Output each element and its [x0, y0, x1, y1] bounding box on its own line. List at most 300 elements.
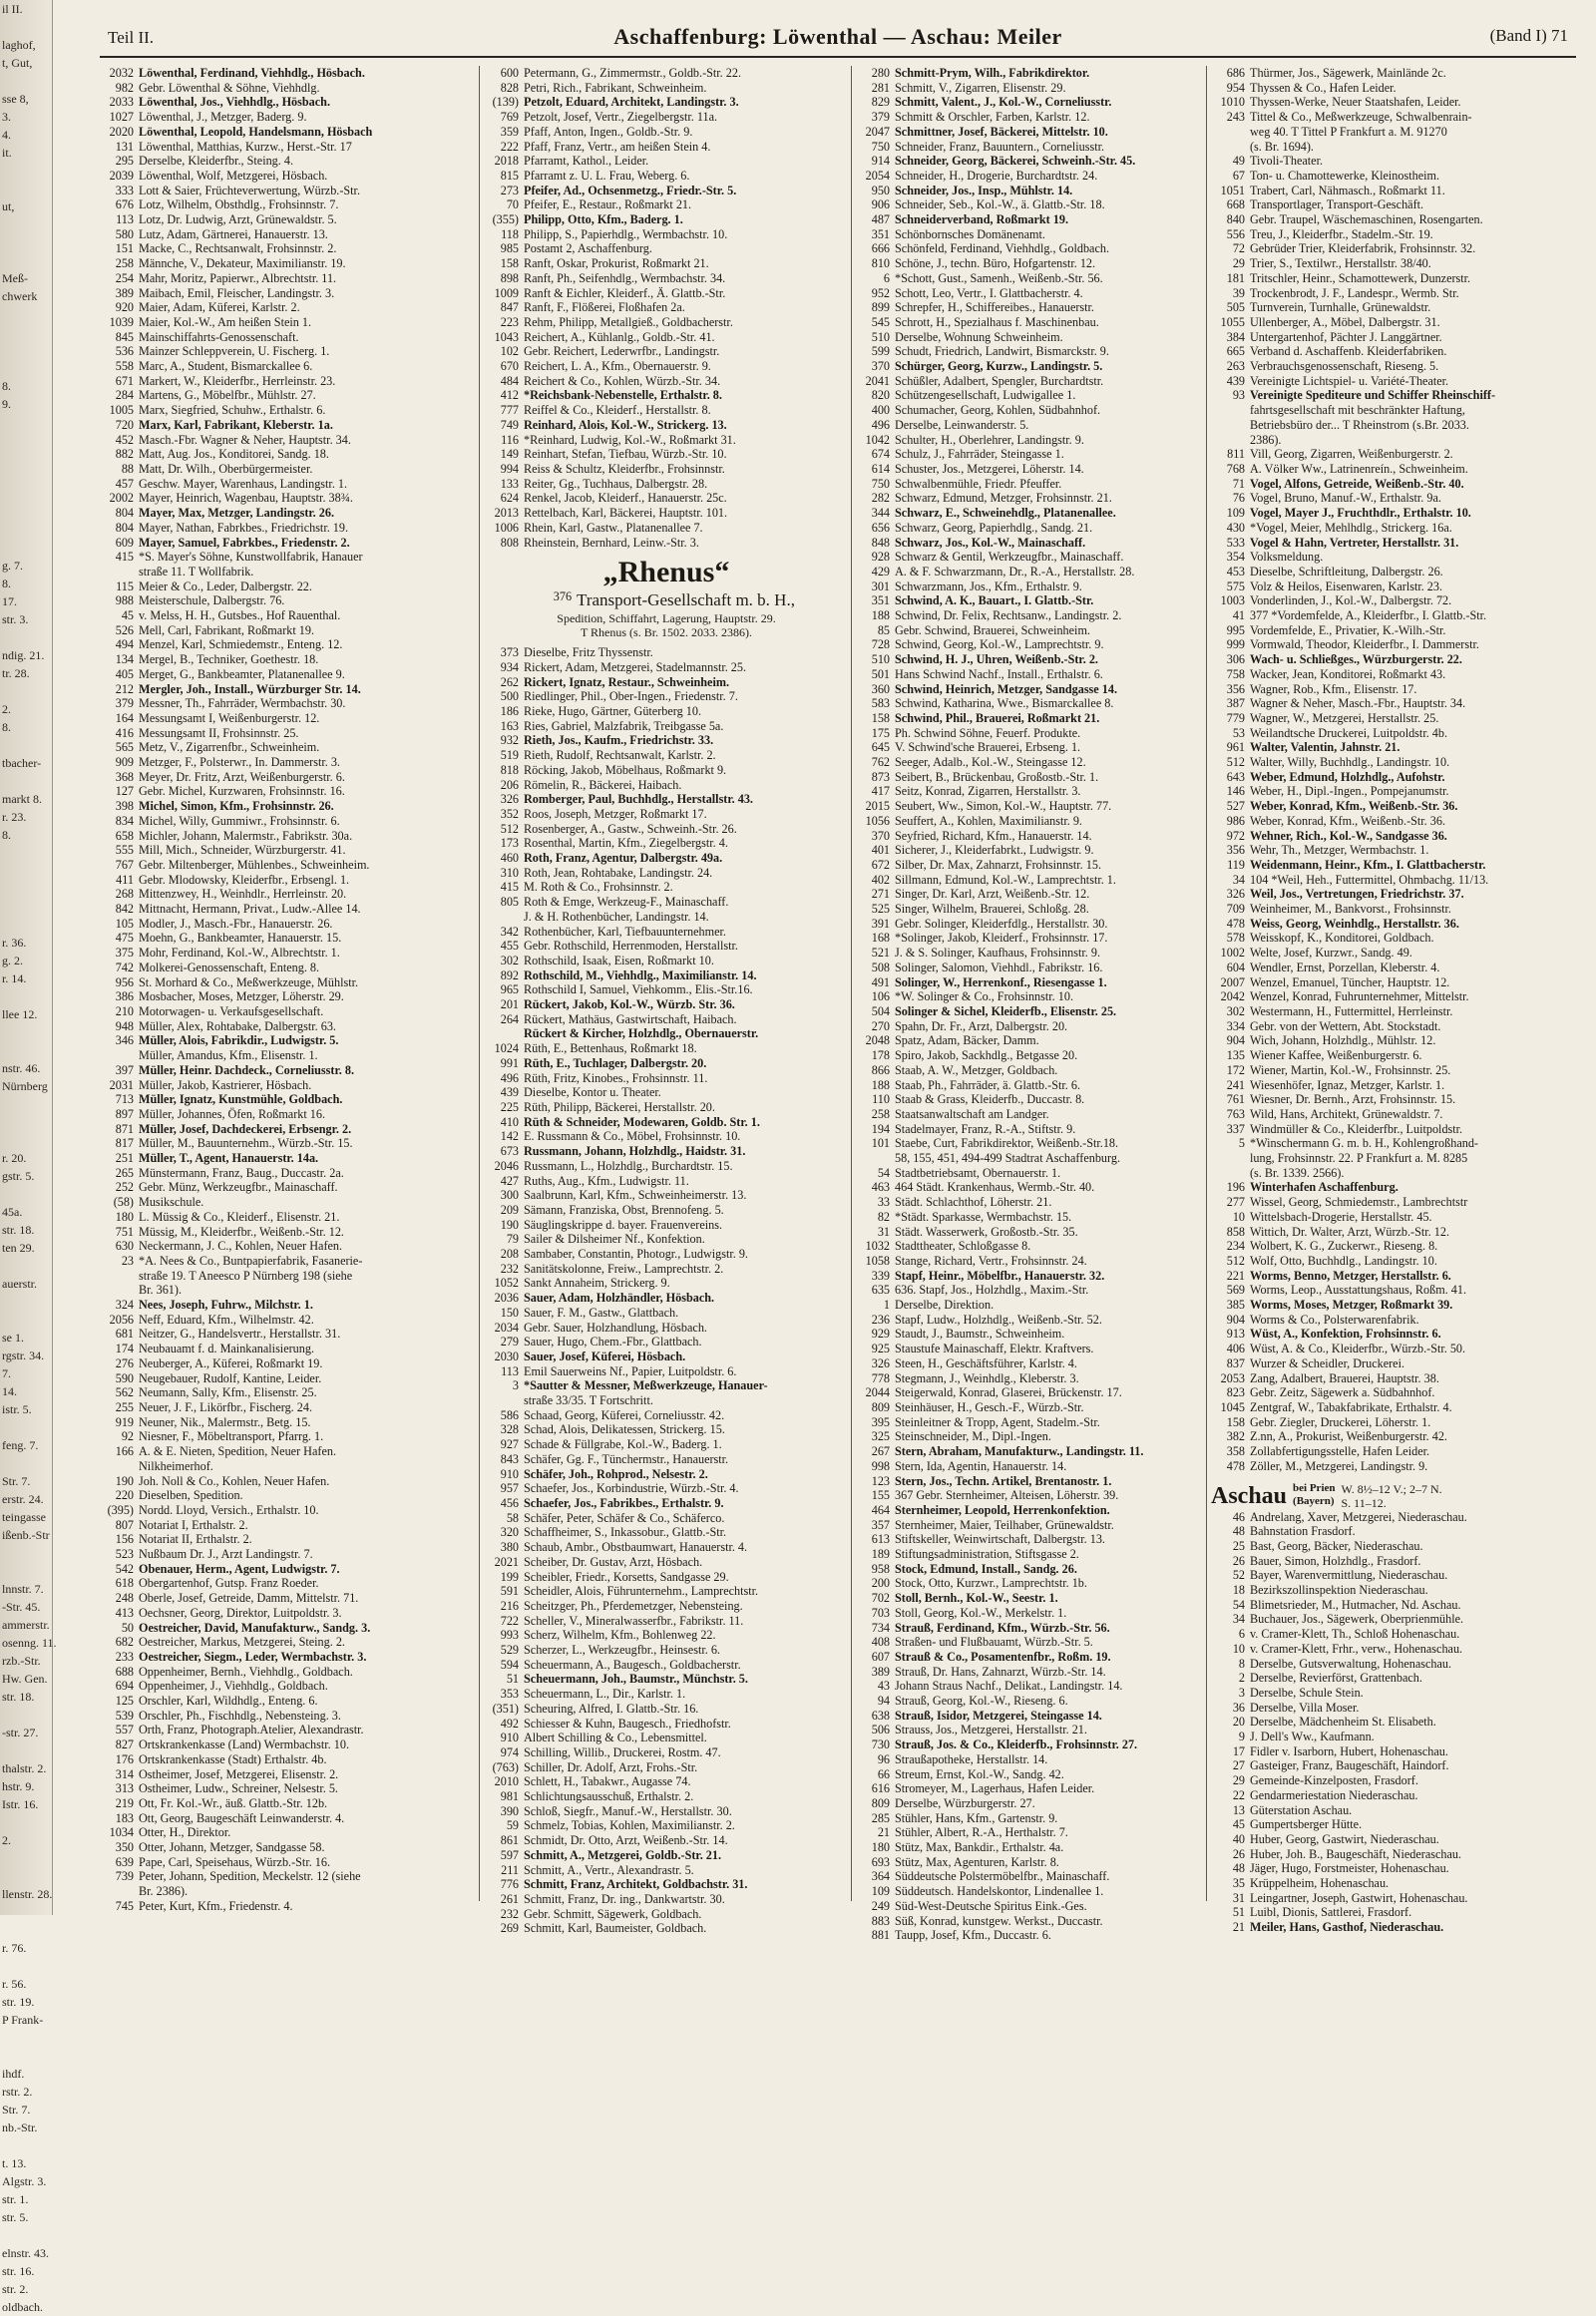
directory-entry: [100, 1709, 473, 1724]
entry-text: Schad, Alois, Delikatessen, Strickerg. 15.: [524, 1422, 725, 1437]
phone-number: 2007: [1220, 974, 1245, 989]
entry-text: Volz & Heilos, Eisenwaren, Karlstr. 23.: [1250, 579, 1443, 593]
phone-number: 1055: [1220, 314, 1245, 329]
directory-entry: [100, 1269, 473, 1284]
directory-entry: [485, 982, 848, 997]
entry-text: Oestreicher, Siegm., Leder, Wermbachstr. 3.: [139, 1649, 367, 1664]
phone-number: 881: [871, 1928, 890, 1943]
directory-entry: [856, 1122, 1203, 1137]
directory-entry: [100, 1048, 473, 1063]
directory-entry: [100, 1532, 473, 1547]
directory-entry: [856, 1518, 1203, 1533]
entry-text: Notariat I, Erthalstr. 2.: [139, 1517, 248, 1532]
entry-text: J. Dell's Ww., Kaufmann.: [1250, 1730, 1375, 1744]
phone-number: 925: [871, 1342, 890, 1356]
directory-entry: [100, 1356, 473, 1371]
entry-text: Schmitt, Valent., J., Kol.-W., Corneliusstr.: [895, 95, 1112, 110]
directory-entry: [100, 814, 473, 829]
entry-text: Ott, Georg, Baugeschäft Leinwanderstr. 4.: [139, 1810, 345, 1825]
entry-text: Wach- u. Schließges., Würzburgerstr. 22.: [1250, 652, 1462, 667]
phone-number: 487: [871, 212, 890, 227]
directory-entry: [856, 1385, 1203, 1400]
phone-number: 557: [115, 1723, 134, 1737]
phone-number: 671: [115, 373, 134, 388]
phone-number: [1211, 433, 1250, 448]
entry-text: Stoll, Georg, Kol.-W., Merkelstr. 1.: [895, 1605, 1067, 1620]
aschau-hours: W. 8½–12 V.; 2–7 N.: [1341, 1481, 1442, 1496]
directory-entry: [1211, 1225, 1580, 1240]
edge-fragment: t, Gut,: [2, 56, 33, 70]
phone-number: 212: [115, 681, 134, 696]
phone-number: (139): [492, 95, 519, 110]
directory-entry: [1211, 125, 1580, 140]
directory-entry: [485, 1555, 848, 1570]
phone-number: 496: [871, 417, 890, 432]
phone-number: 995: [1226, 622, 1245, 637]
phone-number: 188: [871, 1077, 890, 1092]
edge-fragment: r. 23.: [2, 810, 27, 824]
phone-number: 688: [115, 1664, 134, 1679]
directory-entry: [856, 623, 1203, 638]
phone-number: 110: [872, 1092, 890, 1107]
directory-entry: [100, 388, 473, 403]
edge-fragment: teingasse: [2, 1510, 46, 1524]
entry-text: Gebrüder Trier, Kleiderfabrik, Frohsinnstr. 32.: [1250, 241, 1476, 256]
phone-number: 999: [1226, 637, 1245, 652]
directory-entry: [856, 154, 1203, 169]
directory-entry: [100, 286, 473, 301]
phone-number: 2021: [494, 1554, 519, 1569]
entry-text: Röcking, Jakob, Möbelhaus, Roßmarkt 9.: [524, 762, 727, 777]
phone-number: 36: [1232, 1700, 1245, 1715]
edge-fragment: [0, 485, 52, 503]
phone-number: 1051: [1220, 183, 1245, 197]
entry-text: Singer, Wilhelm, Brauerei, Schloßg. 28.: [895, 902, 1089, 917]
directory-entry: [100, 975, 473, 990]
directory-entry: [100, 110, 473, 125]
entry-text: Oppenheimer, J., Viehhdlg., Goldbach.: [139, 1679, 328, 1694]
directory-entry: [485, 1892, 848, 1907]
entry-text: Seuffert, A., Kohlen, Maximilianstr. 9.: [895, 813, 1082, 828]
entry-text: Säuglingskrippe d. bayer. Frauenvereins.: [524, 1217, 723, 1232]
phone-number: 50: [121, 1620, 134, 1635]
entry-text: Worms & Co., Polsterwarenfabrik.: [1250, 1312, 1419, 1327]
entry-text: Orschler, Karl, Wildhdlg., Enteng. 6.: [139, 1694, 318, 1709]
entry-text: Mittenzwey, H., Weinhdlr., Herrleinstr. 20.: [139, 887, 347, 902]
phone-number: 252: [115, 1180, 134, 1195]
directory-entry: [485, 1422, 848, 1437]
phone-number: 919: [115, 1414, 134, 1429]
phone-number: 234: [1226, 1239, 1245, 1254]
directory-entry: [856, 740, 1203, 755]
phone-number: 920: [115, 300, 134, 315]
phone-number: 2056: [109, 1312, 134, 1327]
directory-entry: [1211, 1686, 1580, 1701]
directory-entry: [100, 1151, 473, 1166]
phone-number: 31: [877, 1224, 890, 1239]
directory-entry: [856, 1679, 1203, 1694]
entry-text: Blimetsrieder, M., Hutmacher, Nd. Aschau.: [1250, 1597, 1461, 1612]
phone-number: (763): [492, 1759, 519, 1774]
directory-entry: [856, 169, 1203, 184]
edge-fragment: 45a.: [2, 1205, 23, 1219]
entry-text: Sauer, Adam, Holzhändler, Hösbach.: [524, 1291, 715, 1306]
entry-text: Stock, Otto, Kurzwr., Lamprechtstr. 1b.: [895, 1576, 1087, 1591]
directory-entry: [100, 1385, 473, 1400]
entry-text: Messungsamt I, Weißenburgerstr. 12.: [139, 710, 320, 725]
entry-text: Schürger, Georg, Kurzw., Landingstr. 5.: [895, 359, 1103, 374]
phone-number: 834: [115, 813, 134, 828]
directory-entry: [100, 740, 473, 755]
phone-number: 2015: [865, 799, 890, 814]
directory-entry: [485, 792, 848, 807]
entry-text: Trockenbrodt, J. F., Landespr., Wermb. Str.: [1250, 285, 1459, 300]
entry-text: Derselbe, Mädchenheim St. Elisabeth.: [1250, 1715, 1436, 1730]
directory-entry: [485, 1496, 848, 1511]
directory-entry: [485, 704, 848, 719]
phone-number: [485, 1393, 524, 1408]
directory-entry: [485, 645, 848, 660]
entry-text: Spiro, Jakob, Sackhdlg., Betgasse 20.: [895, 1048, 1078, 1063]
directory-entry: [856, 579, 1203, 594]
directory-entry: [856, 1576, 1203, 1591]
directory-entry: [485, 1511, 848, 1526]
directory-entry: [485, 241, 848, 256]
directory-entry: [1211, 1905, 1580, 1920]
directory-entry: [856, 1254, 1203, 1269]
entry-text: Welte, Josef, Kurzwr., Sandg. 49.: [1250, 946, 1412, 961]
entry-text: Gebr. Mlodowsky, Kleiderfbr., Erbsengl. 1.: [139, 872, 350, 887]
edge-fragment: str. 3.: [2, 612, 29, 626]
phone-number: 43: [877, 1679, 890, 1694]
directory-entry: [485, 807, 848, 822]
entry-text: Pfarramt z. U. L. Frau, Weberg. 6.: [524, 168, 690, 183]
entry-text: Reichert, L. A., Kfm., Obernauerstr. 9.: [524, 359, 711, 374]
directory-entry: [856, 491, 1203, 506]
entry-text: Derselbe, Direktion.: [895, 1298, 995, 1313]
phone-number: 271: [871, 887, 890, 902]
entry-text: Müller, T., Agent, Hanauerstr. 14a.: [139, 1151, 319, 1166]
phone-number: 2033: [109, 95, 134, 110]
directory-entry: [100, 1679, 473, 1694]
directory-entry: [1211, 271, 1580, 286]
entry-text: Rieke, Hugo, Gärtner, Güterberg 10.: [524, 704, 701, 719]
entry-text: Geschw. Mayer, Warenhaus, Landingstr. 1.: [139, 476, 348, 491]
phone-number: 27: [1232, 1758, 1245, 1773]
entry-text: Schwind, A. K., Bauart., I. Glattb.-Str.: [895, 593, 1094, 608]
directory-entry: [1211, 711, 1580, 726]
phone-number: 1045: [1220, 1399, 1245, 1414]
directory-entry: [856, 315, 1203, 330]
phone-number: 243: [1226, 110, 1245, 125]
phone-number: 116: [501, 432, 519, 447]
directory-entry: [856, 784, 1203, 799]
entry-text: Bauer, Simon, Holzhdlg., Frasdorf.: [1250, 1553, 1421, 1568]
phone-number: 358: [1226, 1444, 1245, 1459]
directory-entry: [856, 140, 1203, 155]
phone-number: 389: [871, 1664, 890, 1679]
phone-number: 750: [871, 476, 890, 491]
phone-number: 146: [1226, 784, 1245, 799]
entry-text: Johann Straus Nachf., Delikat., Landingstr. 14.: [895, 1679, 1123, 1694]
edge-fragment: [0, 1957, 52, 1975]
entry-text: Scheiber, Dr. Gustav, Arzt, Hösbach.: [524, 1554, 703, 1569]
directory-entry: [100, 1650, 473, 1665]
entry-text: Schlett, H., Tabakwr., Augasse 74.: [524, 1774, 691, 1789]
phone-number: 241: [1226, 1077, 1245, 1092]
phone-number: 952: [871, 285, 890, 300]
directory-entry: [1211, 1568, 1580, 1583]
entry-text: Schiller, Dr. Adolf, Arzt, Frohs.-Str.: [524, 1759, 698, 1774]
phone-number: 882: [115, 447, 134, 462]
entry-text: Sankt Annaheim, Strickerg. 9.: [524, 1276, 670, 1291]
entry-text: Ph. Schwind Söhne, Feuerf. Produkte.: [895, 725, 1081, 740]
entry-text: Strauß, Georg, Kol.-W., Rieseng. 6.: [895, 1694, 1068, 1709]
edge-fragment: [0, 1813, 52, 1831]
directory-entry: [100, 447, 473, 462]
edge-fragment: [0, 413, 52, 431]
directory-entry: [856, 1429, 1203, 1444]
entry-text: Vogel & Hahn, Vertreter, Herstallstr. 31.: [1250, 535, 1459, 550]
entry-text: Sambaber, Constantin, Photogr., Ludwigstr. 9.: [524, 1247, 748, 1262]
entry-text: Schrepfer, H., Schiffereibes., Hanauerstr.: [895, 300, 1094, 315]
directory-entry: [100, 491, 473, 506]
phone-number: 225: [500, 1100, 519, 1114]
phone-number: 427: [500, 1173, 519, 1188]
phone-number: 210: [115, 1004, 134, 1018]
directory-entry: [485, 1628, 848, 1643]
phone-number: 529: [500, 1643, 519, 1658]
phone-number: 682: [115, 1635, 134, 1650]
directory-entry: [856, 1752, 1203, 1767]
phone-number: 3: [512, 1378, 519, 1393]
entry-text: Ries, Gabriel, Malzfabrik, Treibgasse 5a.: [524, 718, 724, 733]
edge-fragment: [0, 323, 52, 341]
entry-text: Derselbe, Wohnung Schweinheim.: [895, 329, 1063, 344]
directory-entry: [100, 593, 473, 608]
entry-text: Schaefer, Jos., Fabrikbes., Erthalstr. 9.: [524, 1495, 724, 1510]
entry-text: Staab, Ph., Fahrräder, ä. Glattb.-Str. 6.: [895, 1077, 1081, 1092]
phone-number: 958: [871, 1561, 890, 1576]
edge-fragment: -Str. 45.: [2, 1600, 41, 1614]
directory-entry: [485, 140, 848, 155]
edge-fragment: ihdf.: [2, 2067, 25, 2081]
directory-entry: [856, 1166, 1203, 1181]
phone-number: 484: [500, 373, 519, 388]
edge-fragment: [0, 539, 52, 557]
directory-entry: [485, 403, 848, 418]
phone-number: 96: [877, 1751, 890, 1766]
entry-text: Rothschild, M., Viehhdlg., Maximilianstr. 14.: [524, 967, 757, 982]
directory-entry: [1211, 1415, 1580, 1430]
entry-text: v. Cramer-Klett, Frhr., verw., Hohenaschau.: [1250, 1641, 1463, 1656]
directory-entry: [1211, 1254, 1580, 1269]
phone-number: 591: [500, 1584, 519, 1599]
directory-entry: [856, 344, 1203, 359]
entry-text: Gebr. Rothschild, Herrenmoden, Herstallstr.: [524, 939, 738, 954]
directory-entry: [856, 1048, 1203, 1063]
directory-entry: [485, 1848, 848, 1863]
entry-text: Schwarz, Edmund, Metzger, Frohsinnstr. 21.: [895, 491, 1112, 506]
directory-entry: [856, 1342, 1203, 1356]
directory-entry: [100, 1811, 473, 1826]
phone-number: 150: [500, 1305, 519, 1320]
phone-number: 188: [871, 608, 890, 623]
directory-entry: [485, 1188, 848, 1203]
phone-number: 270: [871, 1018, 890, 1033]
directory-entry: [100, 579, 473, 594]
entry-text: *S. Mayer's Söhne, Kunstwollfabrik, Hanauer: [139, 550, 363, 565]
phone-number: 555: [115, 843, 134, 858]
directory-entry: [485, 660, 848, 675]
directory-entry: [1211, 1730, 1580, 1744]
phone-number: 777: [500, 403, 519, 418]
section-label: Teil II.: [108, 28, 155, 47]
directory-entry: [856, 1107, 1203, 1122]
entry-text: Russmann, L., Holzhdlg., Burchardtstr. 15.: [524, 1158, 733, 1173]
phone-number: 818: [500, 762, 519, 777]
edge-fragment: [0, 162, 52, 180]
phone-number: 413: [115, 1605, 134, 1620]
phone-number: 928: [871, 550, 890, 565]
entry-text: Stütz, Max, Agenturen, Karlstr. 8.: [895, 1854, 1059, 1869]
entry-text: Marx, Karl, Fabrikant, Kleberstr. 1a.: [139, 417, 333, 432]
entry-text: Schott, Leo, Vertr., I. Glattbacherstr. 4.: [895, 285, 1083, 300]
phone-number: 768: [1226, 461, 1245, 476]
entry-text: Gebr. Münz, Werkzeugfbr., Mainaschaff.: [139, 1180, 338, 1195]
directory-entry: [856, 403, 1203, 418]
directory-entry: [856, 814, 1203, 829]
phone-number: 645: [871, 740, 890, 755]
phone-number: 54: [877, 1165, 890, 1180]
entry-text: Ott, Fr. Kol.-Wr., äuß. Glattb.-Str. 12b.: [139, 1795, 328, 1810]
entry-text: A. & F. Schwarzmann, Dr., R.-A., Herstallstr. 28.: [895, 564, 1135, 579]
entry-text: Neuner, Nik., Malermstr., Betg. 15.: [139, 1414, 311, 1429]
entry-text: Tittel & Co., Meßwerkzeuge, Schwalbenrain-: [1250, 110, 1472, 125]
phone-number: 457: [115, 476, 134, 491]
entry-text: Peter, Kurt, Kfm., Friedenstr. 4.: [139, 1898, 293, 1913]
entry-text: Städt. Wasserwerk, Großostb.-Str. 35.: [895, 1224, 1078, 1239]
edge-fragment: [0, 1418, 52, 1436]
edge-fragment: [0, 1849, 52, 1867]
edge-fragment: str. 2.: [2, 2282, 29, 2296]
phone-number: 607: [871, 1649, 890, 1664]
directory-entry: [856, 184, 1203, 198]
entry-text: Wenzel, Konrad, Fuhrunternehmer, Mittelstr.: [1250, 989, 1469, 1004]
entry-text: Jäger, Hugo, Forstmeister, Hohenaschau.: [1250, 1861, 1449, 1876]
edge-fragment: chwerk: [2, 289, 38, 303]
entry-text: Rothschild I, Samuel, Viehkomm., Elis.-Str.16.: [524, 982, 753, 997]
edge-fragment: 4.: [2, 128, 11, 142]
directory-entry: [485, 66, 848, 81]
entry-text: Vereinigte Lichtspiel- u. Variété-Theater.: [1250, 373, 1449, 388]
edge-fragment: sse 8,: [2, 92, 29, 106]
directory-entry: [485, 491, 848, 506]
phone-number: 94: [877, 1694, 890, 1709]
directory-entry: [1211, 843, 1580, 858]
directory-entry: [856, 66, 1203, 81]
edge-fragment: gstr. 5.: [2, 1169, 35, 1183]
directory-entry: [856, 271, 1203, 286]
directory-entry: [856, 521, 1203, 536]
directory-entry: [485, 1643, 848, 1658]
edge-fragment: [0, 772, 52, 790]
entry-text: Straußapotheke, Herstallstr. 14.: [895, 1751, 1048, 1766]
edge-fragment: [0, 1706, 52, 1724]
phone-number: 391: [871, 916, 890, 931]
directory-entry: [100, 1752, 473, 1767]
phone-number: 39: [1232, 285, 1245, 300]
edge-fragment: [0, 1921, 52, 1939]
directory-entry: [1211, 184, 1580, 198]
directory-entry: [485, 1393, 848, 1408]
phone-number: 220: [115, 1488, 134, 1503]
phone-number: 368: [115, 769, 134, 784]
edge-fragment: Meß-: [2, 271, 28, 285]
phone-number: [100, 565, 139, 579]
phone-number: 59: [506, 1818, 519, 1833]
directory-entry: [100, 961, 473, 975]
entry-text: Weber, Edmund, Holzhdlg., Aufohstr.: [1250, 769, 1445, 784]
directory-entry: [100, 946, 473, 961]
entry-text: Stegmann, J., Weinhdlg., Kleberstr. 3.: [895, 1370, 1079, 1385]
phone-number: 823: [1226, 1385, 1245, 1400]
entry-text: Löwenthal, Wolf, Metzgerei, Hösbach.: [139, 168, 328, 183]
entry-text: Maier, Kol.-W., Am heißen Stein 1.: [139, 314, 312, 329]
phone-number: 353: [500, 1687, 519, 1702]
directory-entry: [856, 125, 1203, 140]
edge-fragment: r. 14.: [2, 971, 27, 985]
edge-fragment: t. 13.: [2, 2156, 27, 2170]
directory-entry: [1211, 1891, 1580, 1906]
phone-number: 578: [1226, 931, 1245, 946]
entry-text: Schmittner, Josef, Bäckerei, Mittelstr. 10.: [895, 124, 1108, 139]
phone-number: 873: [871, 769, 890, 784]
directory-entry: [485, 689, 848, 704]
edge-fragment: tbacher-: [2, 756, 42, 770]
phone-number: 998: [871, 1458, 890, 1473]
directory-entry: [100, 1136, 473, 1151]
directory-entry: [485, 1159, 848, 1174]
directory-entry: [1211, 1598, 1580, 1613]
phone-number: 618: [115, 1576, 134, 1591]
phone-number: 163: [500, 718, 519, 733]
phone-number: 745: [115, 1898, 134, 1913]
directory-entry: [1211, 1459, 1580, 1474]
phone-number: 829: [871, 95, 890, 110]
entry-text: Strauß & Co., Posamentenfbr., Roßm. 19.: [895, 1649, 1111, 1664]
phone-number: 284: [115, 388, 134, 403]
directory-entry: [856, 95, 1203, 110]
entry-text: Weidenmann, Heinr., Kfm., I. Glattbacherstr.: [1250, 857, 1486, 872]
directory-entry: [1211, 696, 1580, 711]
entry-text: Metz, V., Zigarrenfbr., Schweinheim.: [139, 740, 320, 755]
directory-entry: [1211, 652, 1580, 667]
directory-entry: [1211, 961, 1580, 975]
phone-number: 102: [500, 344, 519, 359]
phone-number: 222: [500, 139, 519, 154]
entry-text: Mainzer Schleppverein, U. Fischerg. 1.: [139, 344, 330, 359]
directory-entry: [1211, 593, 1580, 608]
directory-entry: [856, 81, 1203, 96]
entry-text: Derselbe, Kleiderfbr., Steing. 4.: [139, 154, 294, 169]
directory-entry: [856, 1459, 1203, 1474]
entry-text: Andrelang, Xaver, Metzgerei, Niederaschau.: [1250, 1509, 1467, 1524]
edge-fragment: istr. 5.: [2, 1402, 32, 1416]
phone-number: 352: [500, 806, 519, 821]
edge-fragment: [0, 682, 52, 700]
entry-text: Schneider, Jos., Insp., Mühlstr. 14.: [895, 183, 1073, 197]
